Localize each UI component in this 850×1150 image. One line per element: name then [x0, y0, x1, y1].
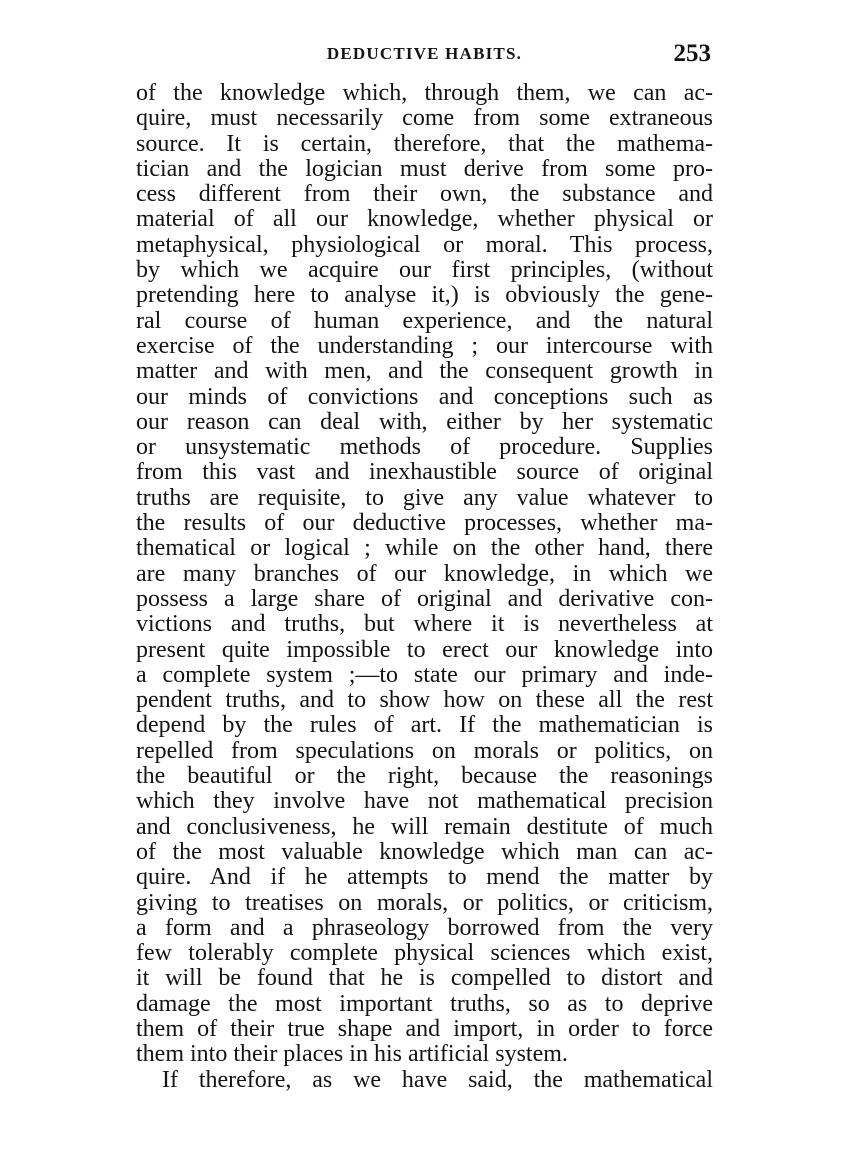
text-line: metaphysical, physiological or moral. This process, — [136, 231, 713, 258]
text-line: depend by the rules of art. If the mathematician is — [136, 712, 713, 739]
text-line: which they involve have not mathematical precision — [136, 788, 713, 815]
text-line: few tolerably complete physical sciences which exist, — [136, 940, 713, 967]
text-line: material of all our knowledge, whether physical or — [136, 206, 713, 233]
text-line: our reason can deal with, either by her systematic — [136, 408, 713, 435]
page-number: 253 — [673, 40, 711, 67]
running-title: DEDUCTIVE HABITS. — [326, 44, 523, 63]
text-line: our minds of convictions and conceptions such as — [136, 383, 713, 410]
text-line: thematical or logical ; while on the other hand, there — [136, 535, 713, 562]
text-line: cess different from their own, the substance and — [136, 181, 713, 208]
text-line: pendent truths, and to show how on these all the rest — [136, 687, 713, 714]
text-line: giving to treatises on morals, or politics, or criticism, — [136, 889, 713, 916]
text-line: a form and a phraseology borrowed from the very — [136, 914, 713, 941]
text-line: of the knowledge which, through them, we can ac- — [136, 80, 713, 106]
text-line: possess a large share of original and derivative con- — [136, 585, 713, 612]
text-line: source. It is certain, therefore, that the mathema- — [136, 130, 713, 157]
body-text — [136, 81, 713, 1093]
text-line: the beautiful or the right, because the reasonings — [136, 763, 713, 790]
text-line: ral course of human experience, and the natural — [136, 307, 713, 334]
text-line: present quite impossible to erect our knowledge into — [136, 636, 713, 663]
running-head — [136, 40, 713, 70]
text-line: pretending here to analyse it,) is obviously the gene- — [136, 282, 713, 309]
paragraph-end-line: them into their places in his artificial system. — [136, 1041, 568, 1068]
text-line: repelled from speculations on morals or politics, on — [136, 737, 713, 764]
text-line: victions and truths, but where it is nevertheless at — [136, 611, 713, 638]
text-line: or unsystematic methods of procedure. Supplies — [136, 434, 713, 461]
text-line: from this vast and inexhaustible source of original — [136, 459, 713, 486]
text-line: are many branches of our knowledge, in which we — [136, 560, 713, 587]
paragraph-start-line: If therefore, as we have said, the mathematical — [162, 1066, 713, 1093]
text-line: damage the most important truths, so as to deprive — [136, 990, 713, 1017]
text-line: quire, must necessarily come from some extraneous — [136, 105, 713, 132]
text-line: a complete system ;—to state our primary and inde- — [136, 661, 713, 688]
text-line: them of their true shape and import, in order to force — [136, 1015, 713, 1042]
text-line: and conclusiveness, he will remain destitute of much — [136, 813, 713, 840]
text-line: matter and with men, and the consequent growth in — [136, 358, 713, 385]
text-line: truths are requisite, to give any value whatever to — [136, 484, 713, 511]
text-line: tician and the logician must derive from some pro- — [136, 155, 713, 182]
text-line: by which we acquire our first principles, (without — [136, 257, 713, 284]
text-line: exercise of the understanding ; our intercourse with — [136, 332, 713, 359]
text-line: it will be found that he is compelled to distort and — [136, 965, 713, 992]
text-line: of the most valuable knowledge which man can ac- — [136, 838, 713, 865]
text-line: the results of our deductive processes, whether ma- — [136, 510, 713, 537]
text-line: quire. And if he attempts to mend the matter by — [136, 864, 713, 891]
